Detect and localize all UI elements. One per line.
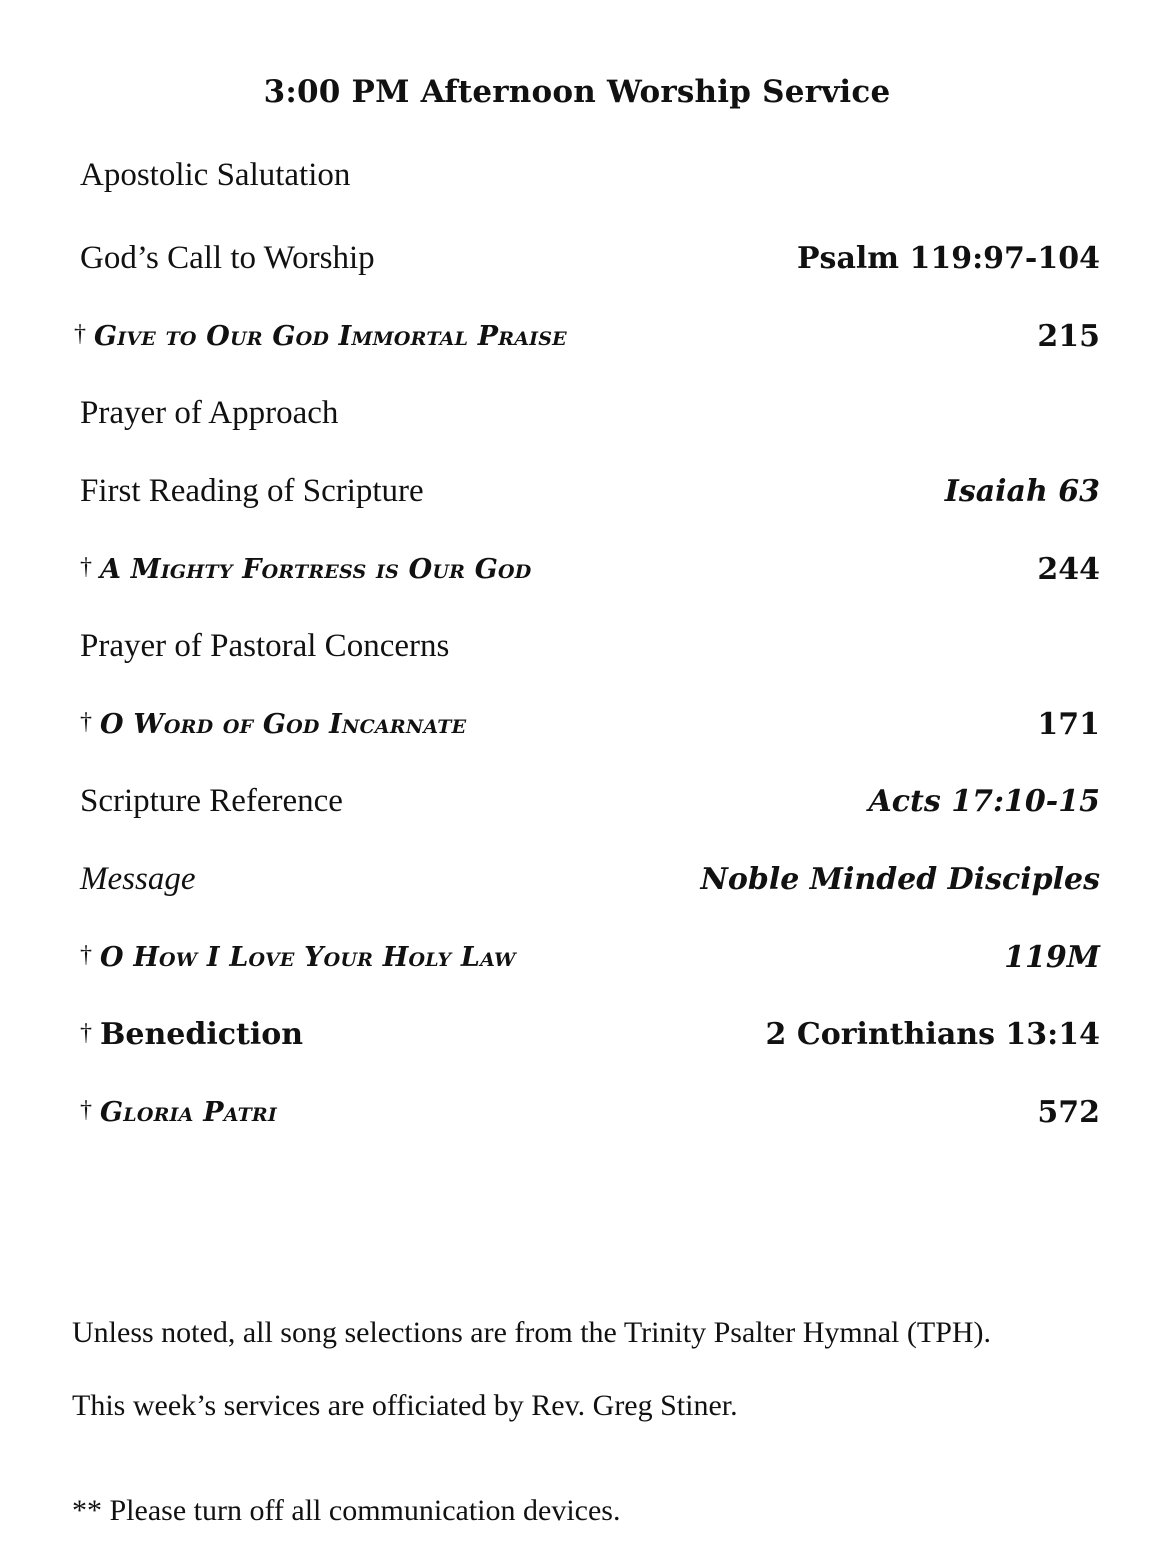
sermon-title: Noble Minded Disciples <box>700 861 1100 897</box>
officiant-note: This week’s services are officiated by Rev. Greg Stiner. <box>72 1389 738 1422</box>
hymn-title: O Word of God Incarnate <box>100 708 467 740</box>
order-item-first-reading <box>80 466 1100 516</box>
hymn-title-group <box>80 942 516 973</box>
hymn-number: 244 <box>1037 551 1100 587</box>
hymn-number: 171 <box>1037 706 1100 742</box>
item-title-group <box>80 1017 303 1052</box>
order-item-hymn-mighty-fortress <box>80 544 1100 594</box>
service-title: 3:00 PM Afternoon Worship Service <box>263 74 891 110</box>
item-label: Prayer of Approach <box>80 394 339 431</box>
order-item-hymn-holy-law <box>80 932 1100 982</box>
item-label: First Reading of Scripture <box>80 472 424 509</box>
item-label: God’s Call to Worship <box>80 239 375 276</box>
order-item-scripture-reference <box>80 776 1100 826</box>
dagger-icon: † <box>80 941 92 968</box>
song-source-note: Unless noted, all song selections are from the Trinity Psalter Hymnal (TPH). <box>72 1316 992 1349</box>
dagger-icon: † <box>80 1019 92 1046</box>
order-item-hymn-give-to-our-god <box>74 311 1100 361</box>
order-item-call-to-worship <box>80 233 1100 283</box>
hymn-title: Give to Our God Immortal Praise <box>94 320 567 352</box>
dagger-icon: † <box>74 320 86 347</box>
item-label: Message <box>80 860 196 897</box>
hymn-number: 572 <box>1037 1094 1100 1130</box>
dagger-icon: † <box>80 1096 92 1123</box>
item-label: Prayer of Pastoral Concerns <box>80 627 450 664</box>
order-item-prayer-of-approach <box>80 388 1100 438</box>
item-reference: 2 Corinthians 13:14 <box>765 1016 1100 1052</box>
item-label: Apostolic Salutation <box>80 156 351 193</box>
hymn-title: Gloria Patri <box>100 1096 278 1128</box>
order-item-apostolic-salutation <box>80 150 1100 200</box>
hymn-number: 119M <box>1004 939 1100 975</box>
order-item-message <box>80 854 1100 904</box>
devices-note: ** Please turn off all communication devices. <box>72 1494 621 1527</box>
hymn-title-group <box>80 709 466 740</box>
item-reference: Psalm 119:97-104 <box>797 240 1100 276</box>
hymn-title-group <box>80 554 531 585</box>
item-reference: Acts 17:10-15 <box>868 783 1100 819</box>
hymn-number: 215 <box>1037 318 1100 354</box>
order-item-prayer-pastoral-concerns <box>80 621 1100 671</box>
hymn-title-group <box>80 1097 277 1128</box>
dagger-icon: † <box>80 708 92 735</box>
order-item-hymn-word-of-god <box>80 699 1100 749</box>
dagger-icon: † <box>80 553 92 580</box>
order-item-gloria-patri <box>80 1087 1100 1137</box>
hymn-title: A Mighty Fortress is Our God <box>100 553 532 585</box>
hymn-title-group <box>74 321 567 352</box>
item-reference: Isaiah 63 <box>944 473 1100 509</box>
item-label: Benediction <box>100 1016 304 1052</box>
item-label: Scripture Reference <box>80 782 343 819</box>
order-item-benediction <box>80 1009 1100 1059</box>
hymn-title: O How I Love Your Holy Law <box>100 941 516 973</box>
